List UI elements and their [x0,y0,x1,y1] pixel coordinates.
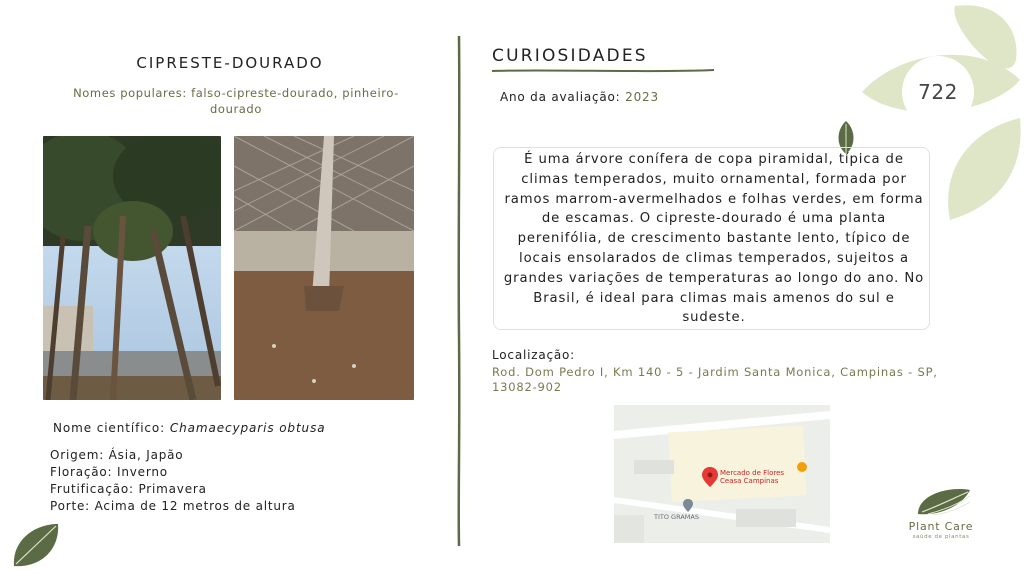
column-divider [455,36,463,546]
scientific-name: Chamaecyparis obtusa [169,421,326,435]
location-address: Rod. Dom Pedro I, Km 140 - 5 - Jardim Santa Monica, Campinas - SP, 13082-902 [492,365,938,394]
fact-size: Porte: Acima de 12 metros de altura [50,499,296,513]
logo-tagline: saúde de plantas [912,534,970,540]
map-place-line1: Mercado de Flores [720,469,785,477]
popular-names: Nomes populares: falso-cipreste-dourado, pinheiro-dourado [73,86,399,116]
map-poi-label: TITO GRAMAS [654,513,699,521]
tree-photo-canopy [43,136,221,400]
tree-photo-trunk [234,136,414,400]
scientific-name-line [53,421,325,435]
location-label: Localização: [492,348,576,362]
plant-title: CIPRESTE-DOURADO [136,54,324,72]
evaluation-year [500,90,659,104]
corner-leaf-icon [10,520,62,570]
plant-facts [50,447,296,515]
fact-fruiting: Frutificação: Primavera [50,482,207,496]
description-text: É uma árvore conífera de copa piramidal, típica de climas temperados, muito ornamental, formada por ramos marrom-avermelhados e folhas verdes, em forma de escamas. O cipreste-dourado é uma planta perenifólia, de crescimento bastante lento, típico de locais ensolarados de climas temperados, sujeitos a grandes variações de temperaturas ao longo do ano. No Brasil, é ideal para climas mais amenos do sul e sudeste. [503,152,925,326]
badge-number: 722 [918,80,958,104]
location-map[interactable] [614,405,830,543]
fact-origin: Origem: Ásia, Japão [50,448,184,462]
year-value: 2023 [625,90,659,104]
logo-name: Plant Care [908,520,974,533]
scientific-label: Nome científico: [53,421,166,435]
year-label: Ano da avaliação: [500,90,621,104]
fact-flowering: Floração: Inverno [50,465,168,479]
curiosities-title: CURIOSIDADES [492,46,648,66]
map-place-line2: Ceasa Campinas [720,477,779,485]
title-underline [492,68,714,74]
